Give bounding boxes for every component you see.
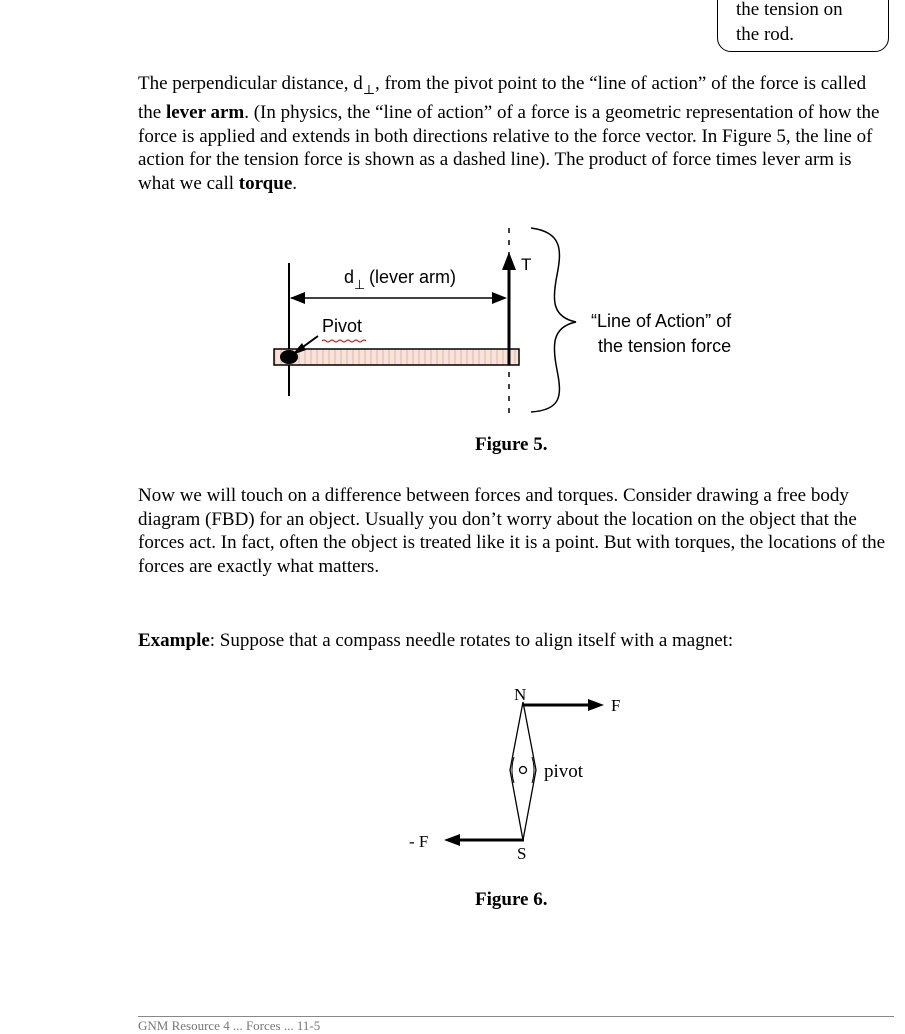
lever-arm-d-label: d [344,267,355,287]
perp-subscript: ⊥ [362,81,375,97]
north-label: N [514,685,527,704]
callout-line-2: the rod. [736,24,795,45]
lever-arm-text-label: (lever arm) [369,267,457,287]
line-of-action-label-2: the tension force [598,336,732,356]
pivot-label-fig6: pivot [544,761,584,782]
callout-line-1: the tension on [736,0,843,20]
force-F-label: F [611,696,621,715]
compass-pivot [520,767,527,774]
torque-term: torque [238,172,293,194]
figure-5-caption: Figure 5. [475,434,548,455]
example-paragraph: Example: Suppose that a compass needle rotates to align itself with a magnet: [138,630,734,651]
figure-6-caption: Figure 6. [475,889,548,910]
footer-text: GNM Resource 4 ... Forces ... 11-5 [138,1018,321,1033]
tension-T-label: T [521,255,532,274]
lever-arm-perp-label: ⊥ [354,277,366,292]
forces-vs-torques-paragraph: Now we will touch on a difference between forces and torques. Consider drawing a free body diagram (FBD) for an object. Usually you don’t worry about the location on the object that the forces act. In fact, often the object is treated like it is a point. But with torques, the locations of the forces are exactly what matters. [138,485,886,577]
rod [274,349,519,365]
line-of-action-brace [531,228,576,412]
lever-arm-paragraph: The perpendicular distance, $d_\perp$, from the pivot point to the “line of action” of the force is called the lever arm. (In physics, the “line of action” of a force is a geometric representation of how the force is applied and extends in both directions relative to the force vector. In Figure 5, the line of action for the tension force is shown as a dashed line). The product of force times lever arm is what we call torque. [138,73,880,194]
lever-arm-term: lever arm [165,102,245,124]
example-label: Example [138,630,210,651]
pivot-label: Pivot [322,316,363,336]
south-label: S [517,844,527,863]
force-negF-label: - F [409,832,429,851]
pivot-spell-underline [322,340,366,342]
footer-divider [138,1016,894,1017]
line-of-action-label-1: “Line of Action” of [591,311,732,331]
